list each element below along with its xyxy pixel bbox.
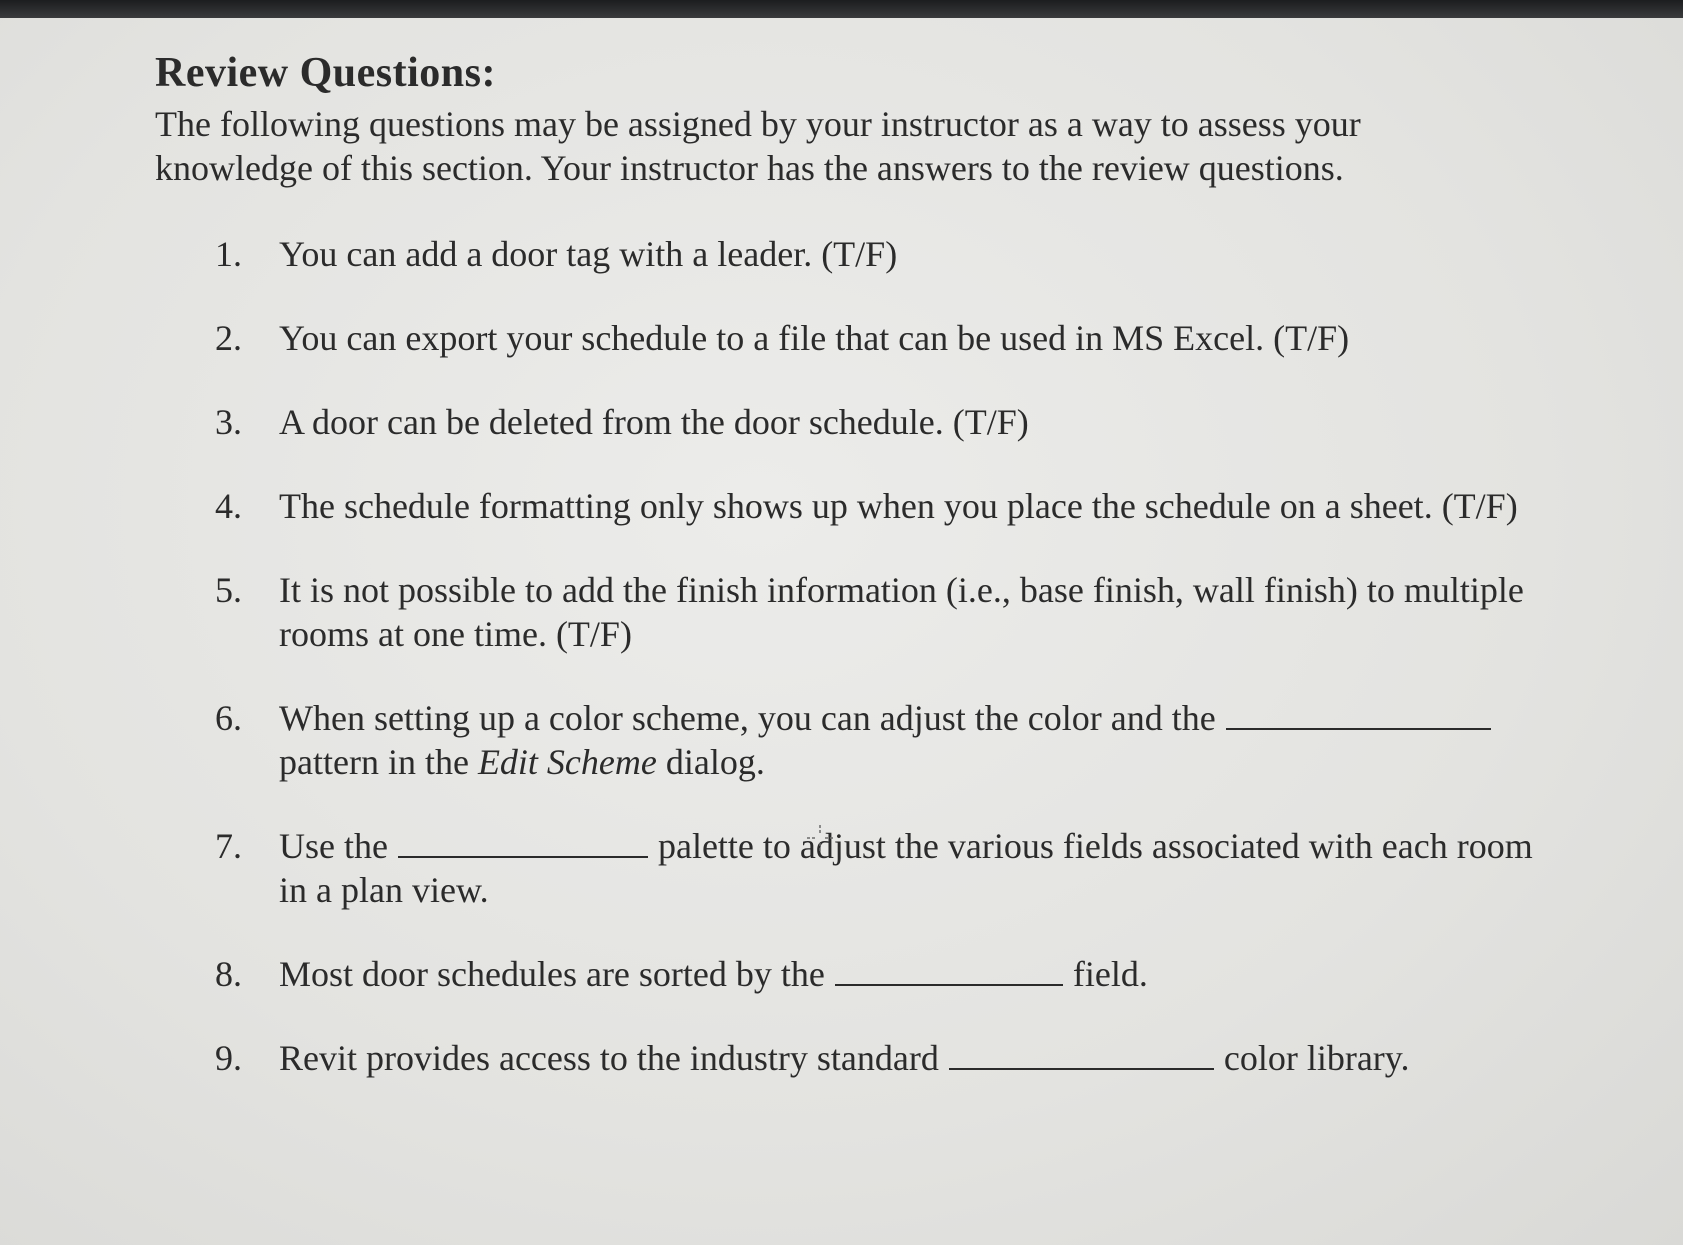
question-number: 8. [215,954,242,994]
answer-blank [398,826,648,858]
question-text-after: palette to adjust the various fields associated with each room in a plan view. [279,826,1533,910]
question-number: 2. [215,318,242,358]
question-number: 3. [215,402,242,442]
question-text-after: pattern in the [279,742,478,782]
crosshair-cursor-icon [805,823,835,853]
question-text-end: dialog. [656,742,765,782]
dialog-name: Edit Scheme [477,742,657,782]
question-3 [215,400,1615,444]
answer-blank [835,954,1063,986]
question-text [279,1036,1539,1080]
question-text-before: Use the [279,826,388,866]
question-number: 9. [215,1038,242,1078]
question-text-after: field. [1072,954,1148,994]
question-number: 7. [215,826,242,866]
answer-blank [949,1038,1214,1070]
question-number: 5. [215,570,242,610]
question-number: 4. [215,486,242,526]
question-text [279,952,1539,996]
screen [0,18,1683,1245]
question-6 [215,696,1615,784]
question-text-after: color library. [1223,1038,1410,1078]
question-text: You can add a door tag with a leader. (T/F) [279,234,898,274]
question-text: You can export your schedule to a file that can be used in MS Excel. (T/F) [279,318,1350,358]
question-8 [215,952,1615,996]
question-text-before: When setting up a color scheme, you can adjust the color and the [279,698,1216,738]
question-9 [215,1036,1615,1080]
question-number: 6. [215,698,242,738]
question-text-before: Revit provides access to the industry standard [279,1038,939,1078]
question-1 [215,232,1615,276]
question-text-before: Most door schedules are sorted by the [279,954,825,994]
question-2 [215,316,1615,360]
intro-paragraph: The following questions may be assigned by your instructor as a way to assess your knowledge of this section. Your instructor has the answers to the review questions. [155,104,1361,188]
review-page [155,48,1615,1120]
question-5 [215,568,1615,656]
question-text [279,696,1539,784]
page-title: Review Questions: [155,50,496,96]
question-list [155,232,1615,1080]
question-text: It is not possible to add the finish information (i.e., base finish, wall finish) to multiple rooms at one time. (T/F) [279,570,1524,654]
question-4 [215,484,1615,528]
question-number: 1. [215,234,242,274]
question-text: A door can be deleted from the door schedule. (T/F) [279,402,1029,442]
answer-blank [1226,698,1491,730]
question-7 [215,824,1615,912]
question-text: The schedule formatting only shows up when you place the schedule on a sheet. (T/F) [279,486,1518,526]
question-text [279,824,1539,912]
